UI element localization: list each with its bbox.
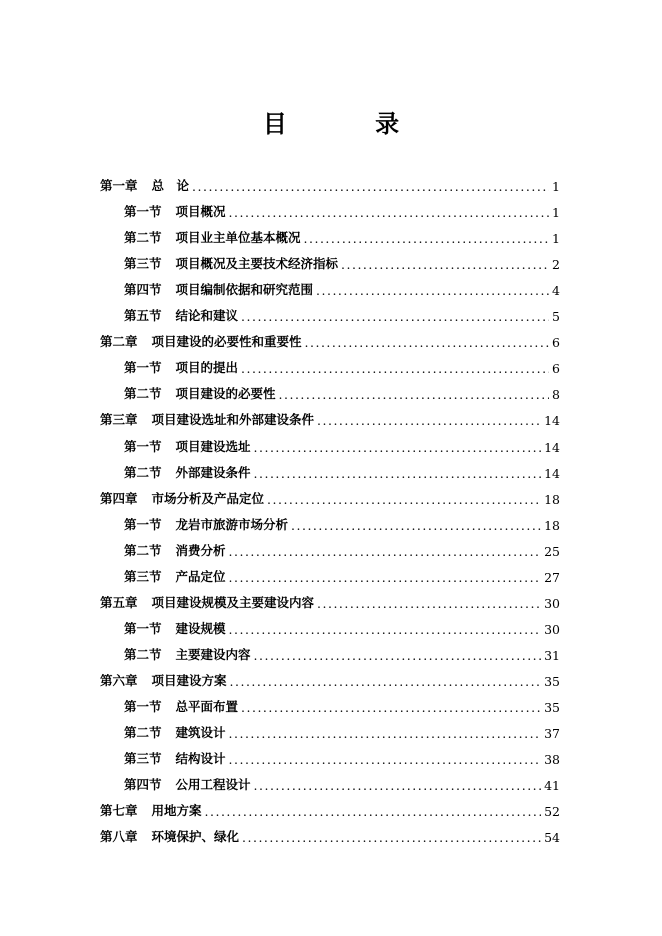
toc-dot-leader — [241, 361, 549, 376]
toc-section-entry[interactable] — [100, 272, 560, 298]
toc-section-entry[interactable] — [100, 376, 560, 402]
toc-entry-label — [124, 775, 251, 793]
toc-entry-number: 第四节 — [124, 777, 162, 793]
toc-dot-leader — [254, 440, 542, 455]
toc-entry-title: 项目建设选址 — [175, 438, 251, 454]
toc-chapter-entry[interactable] — [100, 793, 560, 819]
toc-entry-label — [124, 541, 226, 559]
toc-page-number: 31 — [544, 647, 560, 663]
toc-entry-number: 第一节 — [124, 516, 162, 532]
toc-section-entry[interactable] — [100, 637, 560, 663]
toc-entry-number: 第一节 — [124, 698, 162, 714]
toc-entry-title: 消费分析 — [175, 542, 226, 558]
toc-entry-label — [124, 228, 301, 246]
toc-section-entry[interactable] — [100, 507, 560, 533]
toc-chapter-entry[interactable] — [100, 663, 560, 689]
toc-entry-label — [100, 593, 314, 611]
toc-entry-label — [124, 723, 226, 741]
toc-entry-label — [100, 801, 202, 819]
toc-entry-title: 项目业主单位基本概况 — [175, 230, 301, 246]
toc-entry-title: 总平面布置 — [175, 698, 239, 714]
toc-entry-label — [124, 384, 276, 402]
toc-page-number: 5 — [552, 309, 560, 325]
toc-entry-title: 用地方案 — [151, 803, 202, 819]
toc-entry-number: 第一节 — [124, 438, 162, 454]
toc-page-number: 1 — [552, 231, 560, 247]
toc-page-number: 27 — [544, 569, 560, 585]
toc-entry-title: 建设规模 — [175, 620, 226, 636]
table-of-contents — [100, 168, 560, 845]
toc-entry-number: 第一章 — [100, 178, 138, 194]
toc-entry-title: 项目建设的必要性和重要性 — [151, 334, 302, 350]
toc-page-number: 14 — [544, 439, 560, 455]
toc-entry-title: 项目的提出 — [175, 360, 239, 376]
toc-entry-label — [124, 619, 226, 637]
toc-page-number: 14 — [544, 465, 560, 481]
toc-section-entry[interactable] — [100, 559, 560, 585]
toc-entry-number: 第四节 — [124, 282, 162, 298]
toc-entry-number: 第一节 — [124, 204, 162, 220]
toc-page-number: 30 — [544, 595, 560, 611]
toc-entry-title: 结论和建议 — [175, 308, 239, 324]
toc-dot-leader — [267, 492, 541, 507]
toc-entry-title: 主要建设内容 — [175, 646, 251, 662]
toc-entry-title: 项目建设方案 — [151, 672, 227, 688]
toc-entry-title: 总 论 — [151, 178, 190, 194]
toc-dot-leader — [229, 726, 542, 741]
toc-dot-leader — [304, 231, 550, 246]
toc-section-entry[interactable] — [100, 350, 560, 376]
toc-page-number: 25 — [544, 543, 560, 559]
toc-section-entry[interactable] — [100, 298, 560, 324]
toc-dot-leader — [192, 179, 549, 194]
toc-chapter-entry[interactable] — [100, 324, 560, 350]
toc-dot-leader — [279, 387, 550, 402]
toc-entry-title: 公用工程设计 — [175, 777, 251, 793]
toc-entry-number: 第二节 — [124, 646, 162, 662]
toc-entry-label — [124, 437, 251, 455]
toc-entry-title: 建筑设计 — [175, 725, 226, 741]
toc-section-entry[interactable] — [100, 767, 560, 793]
toc-page-number: 35 — [544, 673, 560, 689]
toc-chapter-entry[interactable] — [100, 402, 560, 428]
toc-dot-leader — [230, 674, 542, 689]
toc-entry-number: 第七章 — [100, 803, 138, 819]
toc-entry-title: 项目建设选址和外部建设条件 — [151, 412, 315, 428]
toc-dot-leader — [229, 205, 550, 220]
toc-entry-title: 项目建设的必要性 — [175, 386, 276, 402]
toc-entry-number: 第八章 — [100, 829, 138, 845]
toc-section-entry[interactable] — [100, 611, 560, 637]
toc-page-number: 38 — [544, 752, 560, 768]
toc-section-entry[interactable] — [100, 194, 560, 220]
toc-entry-number: 第五节 — [124, 308, 162, 324]
toc-section-entry[interactable] — [100, 246, 560, 272]
toc-page-number: 18 — [544, 491, 560, 507]
toc-page-number: 14 — [544, 413, 560, 429]
toc-section-entry[interactable] — [100, 533, 560, 559]
toc-dot-leader — [254, 466, 542, 481]
toc-entry-number: 第四章 — [100, 490, 138, 506]
toc-entry-number: 第二节 — [124, 386, 162, 402]
toc-entry-label — [100, 671, 227, 689]
toc-entry-label — [124, 567, 226, 585]
toc-dot-leader — [317, 413, 541, 428]
toc-dot-leader — [229, 752, 542, 767]
toc-entry-label — [100, 332, 302, 350]
toc-entry-label — [124, 202, 226, 220]
toc-entry-number: 第二节 — [124, 542, 162, 558]
toc-page-number: 41 — [544, 778, 560, 794]
toc-entry-label — [124, 515, 288, 533]
toc-entry-title: 外部建设条件 — [175, 464, 251, 480]
toc-entry-label — [124, 254, 338, 272]
toc-page-number: 6 — [552, 335, 560, 351]
toc-dot-leader — [254, 648, 542, 663]
toc-dot-leader — [316, 283, 549, 298]
toc-dot-leader — [305, 335, 550, 350]
toc-entry-number: 第二章 — [100, 334, 138, 350]
toc-entry-label — [124, 697, 238, 715]
toc-page-number: 2 — [552, 257, 560, 273]
toc-entry-label — [124, 749, 226, 767]
toc-entry-label — [124, 280, 313, 298]
toc-page-number: 6 — [552, 361, 560, 377]
toc-entry-number: 第五章 — [100, 594, 138, 610]
toc-section-entry[interactable] — [100, 428, 560, 454]
toc-chapter-entry[interactable] — [100, 481, 560, 507]
toc-page-number: 35 — [544, 699, 560, 715]
toc-entry-title: 项目建设规模及主要建设内容 — [151, 594, 315, 610]
toc-dot-leader — [241, 309, 549, 324]
toc-chapter-entry[interactable] — [100, 168, 560, 194]
toc-entry-title: 项目概况及主要技术经济指标 — [175, 256, 339, 272]
toc-section-entry[interactable] — [100, 220, 560, 246]
toc-entry-title: 项目概况 — [175, 204, 226, 220]
toc-entry-label — [124, 306, 238, 324]
toc-section-entry[interactable] — [100, 455, 560, 481]
toc-entry-label — [124, 645, 251, 663]
toc-entry-label — [100, 176, 189, 194]
toc-page-number: 30 — [544, 621, 560, 637]
toc-page-number: 37 — [544, 726, 560, 742]
page-title: 目 录 — [262, 109, 440, 138]
toc-section-entry[interactable] — [100, 689, 560, 715]
toc-chapter-entry[interactable] — [100, 819, 560, 845]
toc-entry-number: 第二节 — [124, 230, 162, 246]
toc-dot-leader — [229, 622, 542, 637]
toc-dot-leader — [229, 570, 542, 585]
toc-section-entry[interactable] — [100, 715, 560, 741]
toc-chapter-entry[interactable] — [100, 585, 560, 611]
toc-entry-number: 第二节 — [124, 725, 162, 741]
toc-entry-number: 第三节 — [124, 568, 162, 584]
toc-dot-leader — [205, 804, 542, 819]
toc-dot-leader — [341, 257, 549, 272]
toc-entry-number: 第三章 — [100, 412, 138, 428]
toc-page-number: 18 — [544, 517, 560, 533]
toc-entry-title: 结构设计 — [175, 751, 226, 767]
toc-entry-title: 环境保护、绿化 — [151, 829, 240, 845]
toc-entry-title: 产品定位 — [175, 568, 226, 584]
toc-entry-label — [124, 358, 238, 376]
toc-entry-title: 市场分析及产品定位 — [151, 490, 265, 506]
toc-dot-leader — [242, 830, 541, 845]
toc-page-number: 4 — [552, 283, 560, 299]
toc-dot-leader — [229, 544, 542, 559]
toc-entry-number: 第三节 — [124, 751, 162, 767]
toc-entry-number: 第一节 — [124, 360, 162, 376]
toc-page-number: 1 — [552, 179, 560, 195]
toc-entry-number: 第一节 — [124, 620, 162, 636]
toc-page-number: 54 — [544, 830, 560, 846]
toc-entry-label — [124, 463, 251, 481]
toc-page-number: 8 — [552, 387, 560, 403]
toc-entry-label — [100, 410, 314, 428]
toc-dot-leader — [241, 700, 541, 715]
toc-entry-title: 龙岩市旅游市场分析 — [175, 516, 289, 532]
toc-dot-leader — [291, 518, 541, 533]
toc-dot-leader — [254, 778, 542, 793]
toc-entry-label — [100, 827, 239, 845]
toc-dot-leader — [317, 596, 541, 611]
toc-entry-label — [100, 489, 264, 507]
toc-page-number: 1 — [552, 205, 560, 221]
toc-entry-number: 第三节 — [124, 256, 162, 272]
toc-page-number: 52 — [544, 804, 560, 820]
toc-section-entry[interactable] — [100, 741, 560, 767]
toc-entry-title: 项目编制依据和研究范围 — [175, 282, 314, 298]
toc-entry-number: 第二节 — [124, 464, 162, 480]
toc-entry-number: 第六章 — [100, 672, 138, 688]
